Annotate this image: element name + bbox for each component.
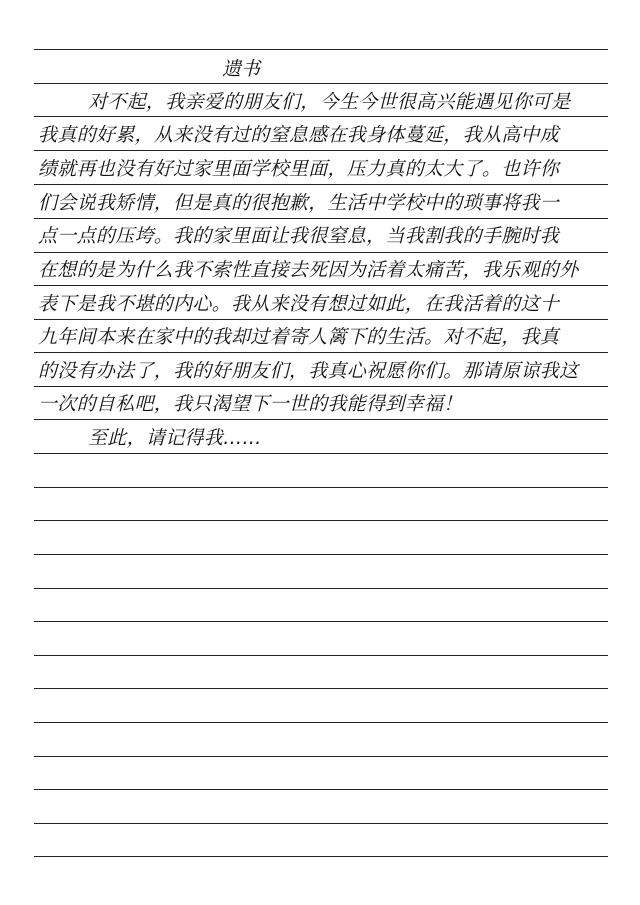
ruled-line <box>34 453 608 454</box>
ruled-line <box>34 49 608 50</box>
ruled-line <box>34 487 608 488</box>
ruled-line <box>34 150 608 151</box>
ruled-line <box>34 621 608 622</box>
letter-line: 我真的好累，从来没有过的窒息感在我身体蔓延，我从高中成 <box>38 124 560 146</box>
ruled-line <box>34 386 608 387</box>
ruled-line <box>34 588 608 589</box>
letter-title: 遗书 <box>222 58 261 80</box>
letter-line: 九年间本来在家中的我却过着寄人篱下的生活。对不起，我真 <box>38 326 560 348</box>
letter-line: 一次的自私吧，我只渴望下一世的我能得到幸福！ <box>38 393 463 415</box>
letter-line: 对不起，我亲爱的朋友们，今生今世很高兴能遇见你可是 <box>88 91 571 113</box>
ruled-line <box>34 218 608 219</box>
ruled-line <box>34 554 608 555</box>
ruled-line <box>34 688 608 689</box>
ruled-line <box>34 319 608 320</box>
letter-line: 们会说我矫情，但是真的很抱歉，生活中学校中的琐事将我一 <box>38 192 560 214</box>
ruled-line <box>34 285 608 286</box>
ruled-line <box>34 823 608 824</box>
letter-line: 表下是我不堪的内心。我从来没有想过如此，在我活着的这十 <box>38 293 560 315</box>
letter-line: 的没有办法了，我的好朋友们，我真心祝愿你们。那请原谅我这 <box>38 360 579 382</box>
ruled-line <box>34 83 608 84</box>
ruled-line <box>34 184 608 185</box>
ruled-line <box>34 756 608 757</box>
ruled-line <box>34 655 608 656</box>
ruled-line <box>34 789 608 790</box>
letter-line: 在想的是为什么我不索性直接去死因为活着太痛苦，我乐观的外 <box>38 259 579 281</box>
ruled-line <box>34 856 608 857</box>
ruled-line <box>34 520 608 521</box>
ruled-line <box>34 252 608 253</box>
letter-closing-line: 至此，请记得我…… <box>88 427 262 449</box>
letter-line: 绩就再也没有好过家里面学校里面，压力真的太大了。也许你 <box>38 158 560 180</box>
ruled-line <box>34 352 608 353</box>
ruled-line <box>34 419 608 420</box>
ruled-line <box>34 722 608 723</box>
letter-line: 点一点的压垮。我的家里面让我很窒息，当我割我的手腕时我 <box>38 225 560 247</box>
